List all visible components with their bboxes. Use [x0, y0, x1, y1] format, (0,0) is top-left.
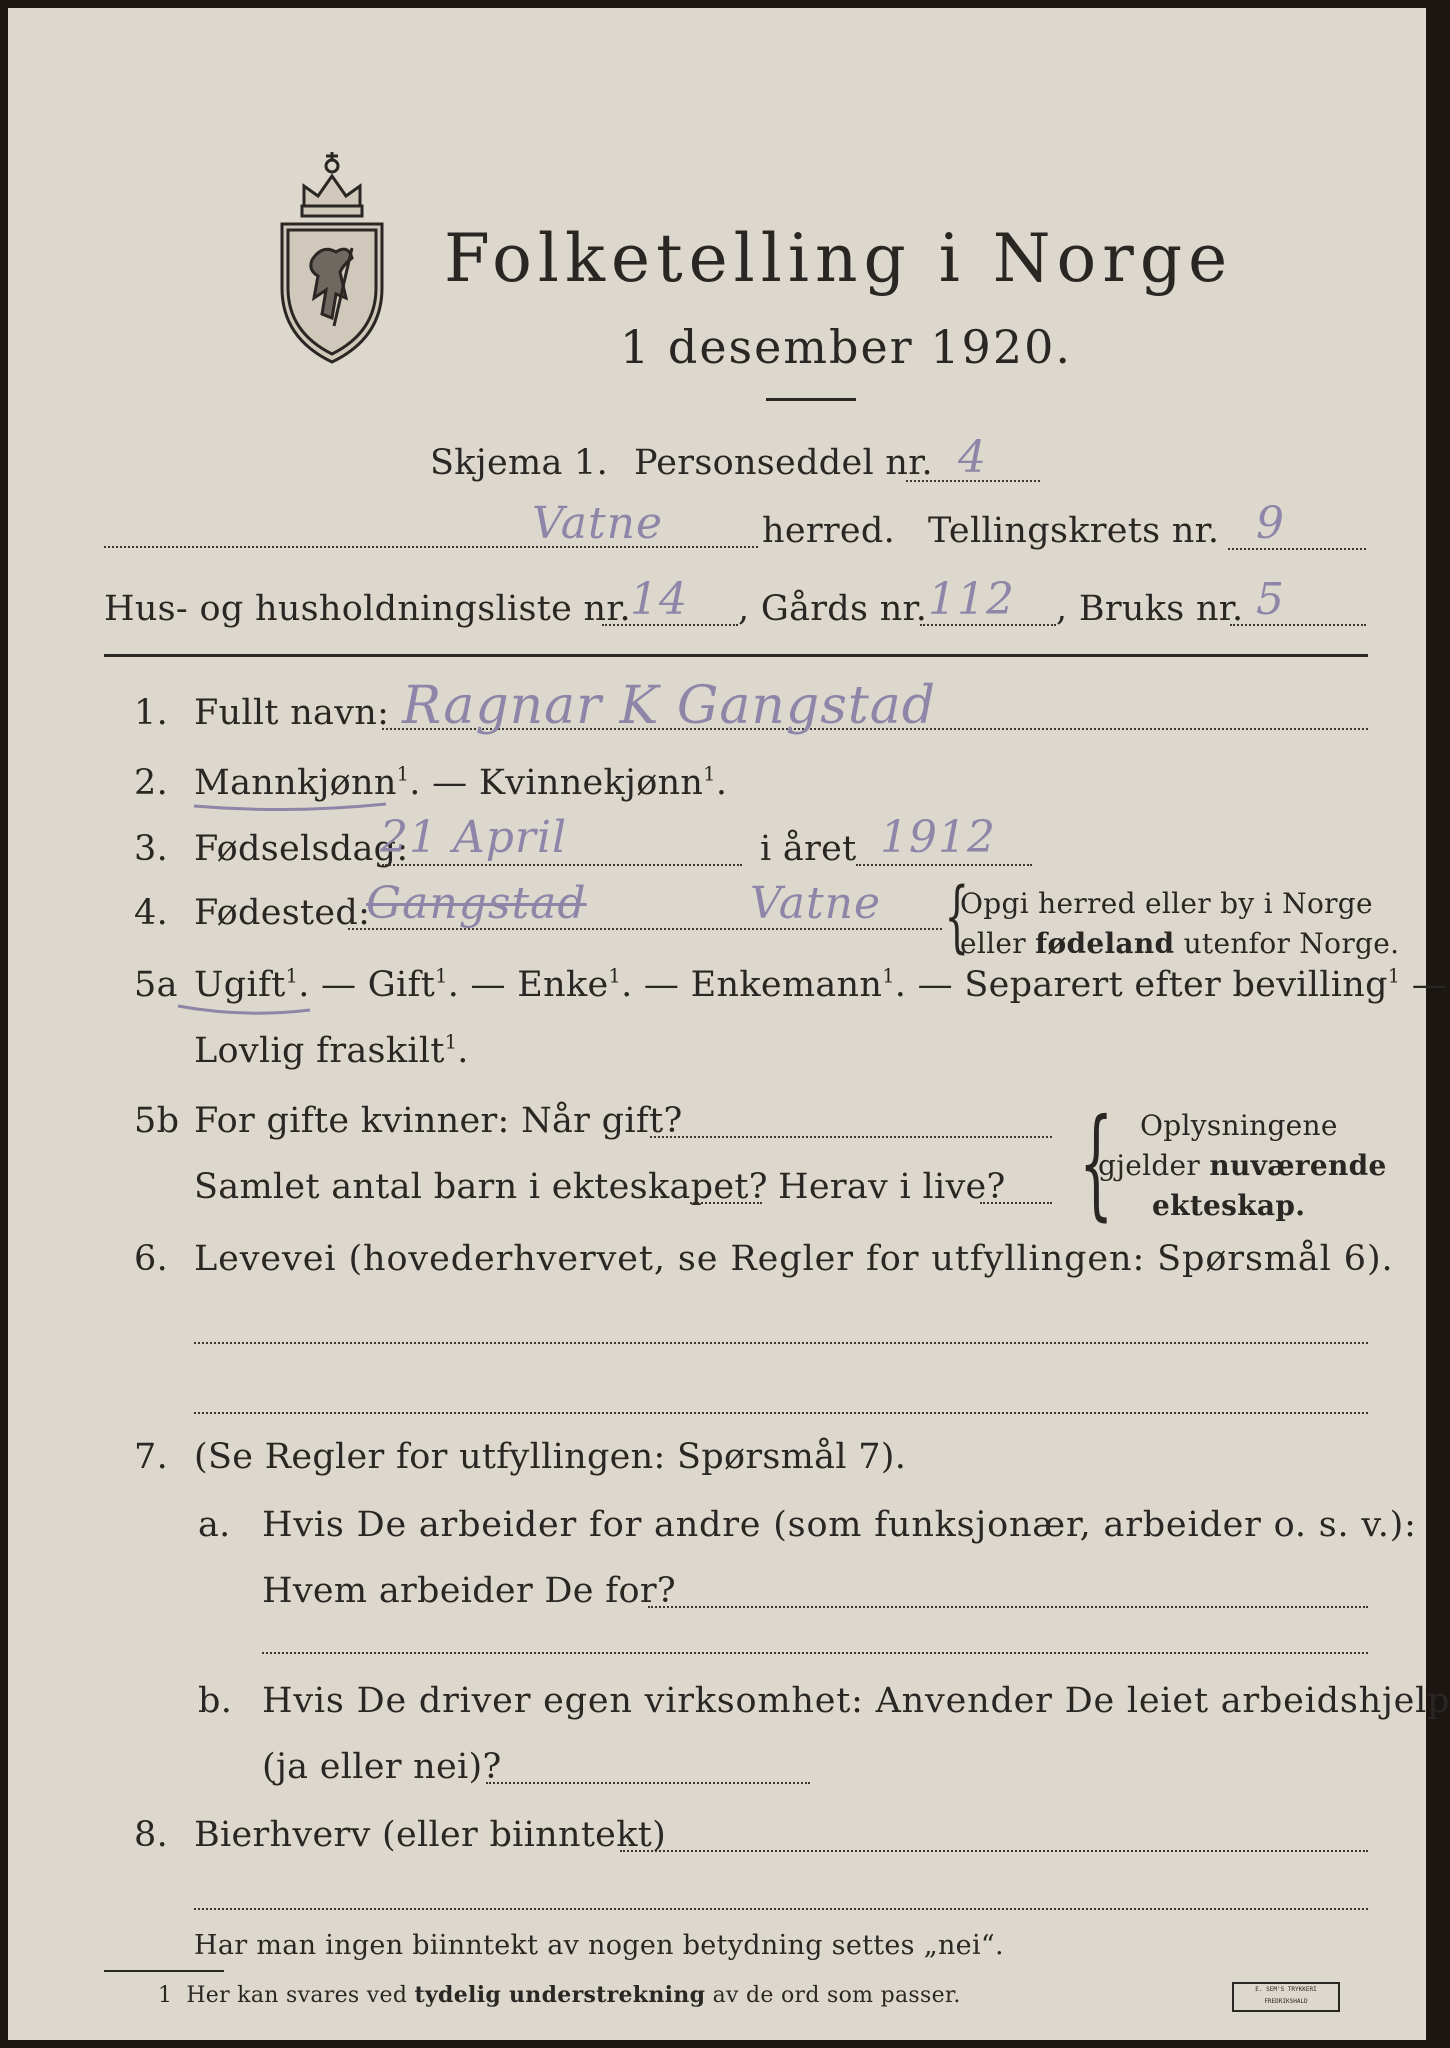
q7b-letter: b. — [198, 1681, 233, 1721]
tellingskrets-label: Tellingskrets nr. — [928, 511, 1220, 551]
bruks-value[interactable]: 5 — [1256, 574, 1285, 625]
q7-number: 7. — [134, 1437, 168, 1477]
q4-note-line2: eller fødeland utenfor Norge. — [960, 927, 1400, 960]
q1-label: Fullt navn: — [194, 693, 390, 733]
option-enke[interactable]: Enke — [517, 965, 609, 1005]
q6-label: Levevei (hovederhvervet, se Regler for utfyllingen: Spørsmål 6). — [194, 1239, 1394, 1279]
norwegian-lion-coat-of-arms-icon — [274, 148, 390, 366]
q4-number: 4. — [134, 893, 168, 933]
form-title: Folketelling i Norge — [444, 220, 1234, 297]
tellingskrets-line — [1228, 548, 1366, 550]
birth-date-value[interactable]: 21 April — [380, 812, 568, 863]
q5b-number: 5b — [134, 1101, 180, 1141]
q5b-alive-line — [980, 1202, 1052, 1204]
tellingskrets-value[interactable]: 9 — [1256, 498, 1285, 549]
full-name-value[interactable]: Ragnar K Gangstad — [402, 676, 937, 736]
option-kvinnekjonn[interactable]: Kvinnekjønn — [478, 763, 704, 803]
q7b-line2: (ja eller nei)? — [262, 1747, 502, 1787]
option-mannkjonn[interactable]: Mannkjønn — [194, 763, 397, 803]
q3-line — [382, 864, 742, 866]
mannkjonn-pencil-underline — [190, 796, 390, 816]
q5b-line2b: Herav i live? — [778, 1167, 1006, 1207]
q5a-marital-options: Ugift$^1$. — Gift$^1$. — Enke$^1$. — Enkemann$^1$. — Separert efter bevilling$^1$ — — [194, 964, 1448, 1005]
q2-number: 2. — [134, 763, 168, 803]
census-date: 1 desember 1920. — [620, 320, 1072, 374]
q7a-extra-line — [262, 1652, 1368, 1654]
birthplace-value[interactable]: Vatne — [750, 878, 882, 929]
q6-number: 6. — [134, 1239, 168, 1279]
q7b-answer-line — [486, 1782, 810, 1784]
option-ugift[interactable]: Ugift — [194, 965, 286, 1005]
q7b-line1: Hvis De driver egen virksomhet: Anvender De leiet arbeidshjelp — [262, 1681, 1450, 1721]
ugift-pencil-underline — [174, 998, 314, 1018]
census-form-page — [8, 8, 1450, 2040]
title-divider — [766, 398, 856, 401]
birth-year-value[interactable]: 1912 — [880, 812, 996, 863]
bruks-label: , Bruks nr. — [1056, 589, 1244, 629]
skjema-label: Skjema 1. — [430, 443, 609, 483]
q8-line2 — [194, 1908, 1368, 1910]
q7a-line2: Hvem arbeider De for? — [262, 1571, 676, 1611]
hus-value[interactable]: 14 — [630, 574, 688, 625]
q3-year-line — [856, 864, 1032, 866]
gards-label: , Gårds nr. — [738, 589, 928, 629]
q4-note-line1: Opgi herred eller by i Norge — [960, 887, 1373, 920]
q8-label: Bierhverv (eller biinntekt) — [194, 1815, 667, 1855]
footnote: 1 Her kan svares ved tydelig understrekning av de ord som passer. — [158, 1982, 961, 2008]
q3-number: 3. — [134, 829, 168, 869]
birthplace-struck-value: Gangstad — [366, 878, 587, 929]
option-separert[interactable]: Separert efter bevilling — [964, 965, 1388, 1005]
personseddel-label: Personseddel nr. — [634, 443, 933, 483]
q5b-brace: { — [1078, 1094, 1114, 1233]
bruks-line — [1230, 624, 1366, 626]
q5b-note3: ekteskap. — [1152, 1189, 1306, 1222]
q5b-note2: gjelder nuværende — [1098, 1149, 1387, 1182]
option-lovlig-fraskilt[interactable]: Lovlig fraskilt$^1$. — [194, 1030, 469, 1071]
q8-number: 8. — [134, 1815, 168, 1855]
q3-label: Fødselsdag: — [194, 829, 409, 869]
q3-year-label: i året — [760, 829, 857, 869]
q5b-line1: For gifte kvinner: Når gift? — [194, 1101, 683, 1141]
q5b-married-line — [650, 1136, 1052, 1138]
herred-value[interactable]: Vatne — [532, 498, 664, 549]
footnote-rule — [104, 1970, 224, 1972]
q4-brace: { — [944, 872, 970, 962]
q7a-employer-line — [648, 1606, 1368, 1608]
q7a-line1: Hvis De arbeider for andre (som funksjonær, arbeider o. s. v.): — [262, 1505, 1417, 1545]
personseddel-value[interactable]: 4 — [958, 432, 987, 483]
printer-stamp: E. SEM'S TRYKKERI FREDRIKSHALD — [1232, 1982, 1340, 2012]
option-enkemann[interactable]: Enkemann — [690, 965, 883, 1005]
q2-sex-options: Mannkjønn$^1$. — Kvinnekjønn$^1$. — [194, 762, 728, 803]
q6-line2 — [194, 1412, 1368, 1414]
q8-line1 — [620, 1850, 1368, 1852]
herred-label: herred. — [762, 511, 896, 551]
q5b-line2a: Samlet antal barn i ekteskapet? — [194, 1167, 768, 1207]
hus-label: Hus- og husholdningsliste nr. — [104, 589, 631, 629]
q5b-note1: Oplysningene — [1140, 1109, 1338, 1142]
header-rule — [104, 654, 1368, 657]
q6-line1 — [194, 1342, 1368, 1344]
gards-value[interactable]: 112 — [928, 574, 1015, 625]
note-nei: Har man ingen biinntekt av nogen betydning settes „nei“. — [194, 1930, 1004, 1961]
q5a-number: 5a — [134, 965, 178, 1005]
q1-number: 1. — [134, 693, 168, 733]
q5b-children-line — [690, 1202, 762, 1204]
option-gift[interactable]: Gift — [367, 965, 436, 1005]
q7a-letter: a. — [198, 1505, 231, 1545]
q4-label: Fødested: — [194, 893, 371, 933]
q7-label: (Se Regler for utfyllingen: Spørsmål 7). — [194, 1437, 907, 1477]
